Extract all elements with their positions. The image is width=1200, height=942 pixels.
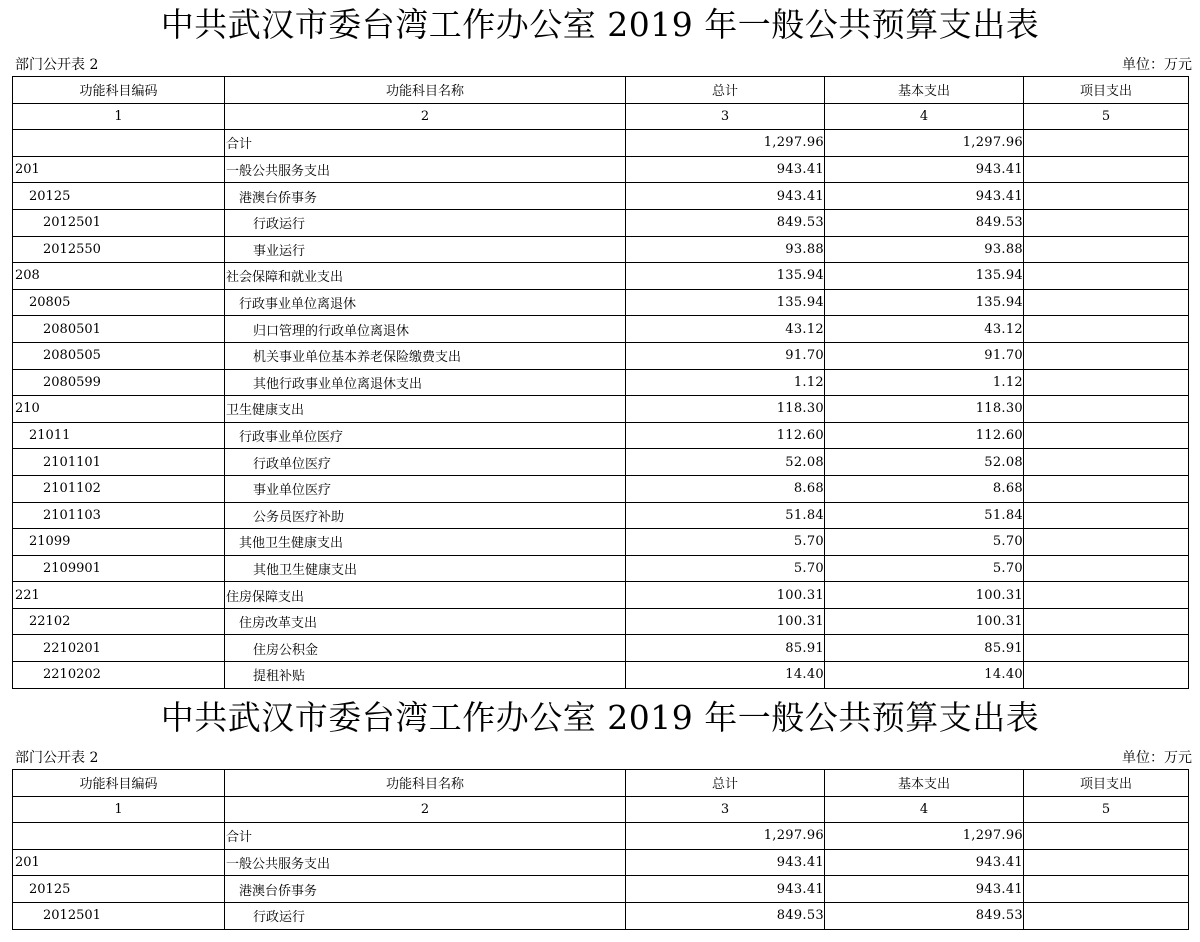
cell-basic: 849.53 <box>825 209 1024 236</box>
cell-project <box>1024 823 1189 850</box>
cell-name: 卫生健康支出 <box>225 396 626 423</box>
cell-name: 社会保障和就业支出 <box>225 263 626 290</box>
cell-basic: 1.12 <box>825 369 1024 396</box>
cell-project <box>1024 608 1189 635</box>
cell-project <box>1024 502 1189 529</box>
cell-total: 849.53 <box>626 902 825 929</box>
table-row <box>13 582 1189 609</box>
table-row <box>13 849 1189 876</box>
unit-label: 单位：万元 <box>1122 57 1192 73</box>
cell-code: 2101103 <box>13 502 225 529</box>
cell-code: 2109901 <box>13 555 225 582</box>
header-name: 功能科目名称 <box>225 770 626 797</box>
cell-name: 行政事业单位离退休 <box>225 289 626 316</box>
table-row <box>13 369 1189 396</box>
cell-code: 2080501 <box>13 316 225 343</box>
cell-basic: 135.94 <box>825 263 1024 290</box>
cell-total: 943.41 <box>626 849 825 876</box>
header-basic: 基本支出 <box>825 77 1024 104</box>
cell-basic: 8.68 <box>825 475 1024 502</box>
cell-code: 201 <box>13 849 225 876</box>
cell-project <box>1024 635 1189 662</box>
table-row <box>13 823 1189 850</box>
cell-basic: 849.53 <box>825 902 1024 929</box>
cell-basic: 91.70 <box>825 342 1024 369</box>
cell-code: 221 <box>13 582 225 609</box>
cell-name: 行政运行 <box>225 209 626 236</box>
cell-project <box>1024 902 1189 929</box>
cell-name: 其他卫生健康支出 <box>225 555 626 582</box>
cell-total: 849.53 <box>626 209 825 236</box>
cell-basic: 135.94 <box>825 289 1024 316</box>
cell-name: 事业运行 <box>225 236 626 263</box>
cell-total: 1,297.96 <box>626 823 825 850</box>
table-row <box>13 342 1189 369</box>
column-number-row <box>13 796 1189 823</box>
cell-code: 21099 <box>13 529 225 556</box>
cell-name: 机关事业单位基本养老保险缴费支出 <box>225 342 626 369</box>
cell-code: 20805 <box>13 289 225 316</box>
cell-project <box>1024 396 1189 423</box>
cell-project <box>1024 449 1189 476</box>
cell-name: 其他行政事业单位离退休支出 <box>225 369 626 396</box>
table-row <box>13 502 1189 529</box>
column-number: 5 <box>1024 103 1189 130</box>
table-row <box>13 396 1189 423</box>
budget-table <box>12 76 1189 689</box>
cell-total: 943.41 <box>626 156 825 183</box>
cell-name: 其他卫生健康支出 <box>225 529 626 556</box>
cell-name: 住房保障支出 <box>225 582 626 609</box>
cell-code: 2210202 <box>13 662 225 689</box>
cell-name: 行政运行 <box>225 902 626 929</box>
table-row <box>13 183 1189 210</box>
cell-project <box>1024 876 1189 903</box>
cell-code: 2012501 <box>13 209 225 236</box>
cell-project <box>1024 183 1189 210</box>
cell-name: 一般公共服务支出 <box>225 156 626 183</box>
column-number: 3 <box>626 103 825 130</box>
cell-name: 一般公共服务支出 <box>225 849 626 876</box>
table-row <box>13 422 1189 449</box>
cell-project <box>1024 529 1189 556</box>
cell-total: 8.68 <box>626 475 825 502</box>
unit-label: 单位：万元 <box>1122 750 1192 766</box>
cell-code: 20125 <box>13 183 225 210</box>
cell-code: 208 <box>13 263 225 290</box>
column-number: 2 <box>225 796 626 823</box>
table-row <box>13 130 1189 157</box>
cell-basic: 943.41 <box>825 876 1024 903</box>
cell-basic: 1,297.96 <box>825 823 1024 850</box>
cell-code: 20125 <box>13 876 225 903</box>
cell-project <box>1024 209 1189 236</box>
table-row <box>13 475 1189 502</box>
cell-total: 93.88 <box>626 236 825 263</box>
cell-code: 201 <box>13 156 225 183</box>
document-title: 中共武汉市委台湾工作办公室 2019 年一般公共预算支出表 <box>160 5 1040 44</box>
document-title: 中共武汉市委台湾工作办公室 2019 年一般公共预算支出表 <box>160 698 1040 737</box>
column-header-row <box>13 77 1189 104</box>
table-row <box>13 316 1189 343</box>
cell-basic: 943.41 <box>825 183 1024 210</box>
form-label: 部门公开表 2 <box>15 750 99 766</box>
cell-code: 2101102 <box>13 475 225 502</box>
table-row <box>13 263 1189 290</box>
column-number: 4 <box>825 796 1024 823</box>
column-number: 3 <box>626 796 825 823</box>
cell-total: 1,297.96 <box>626 130 825 157</box>
table-row <box>13 209 1189 236</box>
cell-total: 43.12 <box>626 316 825 343</box>
cell-name: 合计 <box>225 130 626 157</box>
cell-basic: 1,297.96 <box>825 130 1024 157</box>
cell-code: 210 <box>13 396 225 423</box>
cell-basic: 52.08 <box>825 449 1024 476</box>
cell-basic: 943.41 <box>825 849 1024 876</box>
cell-basic: 5.70 <box>825 555 1024 582</box>
cell-basic: 14.40 <box>825 662 1024 689</box>
table-row <box>13 902 1189 929</box>
table-row <box>13 289 1189 316</box>
cell-project <box>1024 475 1189 502</box>
cell-name: 公务员医疗补助 <box>225 502 626 529</box>
cell-total: 100.31 <box>626 608 825 635</box>
cell-total: 943.41 <box>626 183 825 210</box>
cell-total: 135.94 <box>626 263 825 290</box>
column-number: 2 <box>225 103 626 130</box>
cell-code: 2080505 <box>13 342 225 369</box>
budget-table <box>12 769 1189 930</box>
table-row <box>13 449 1189 476</box>
table-row <box>13 608 1189 635</box>
column-number: 1 <box>13 103 225 130</box>
table-meta-row <box>0 743 1200 769</box>
table-row <box>13 236 1189 263</box>
cell-name: 合计 <box>225 823 626 850</box>
cell-name: 提租补贴 <box>225 662 626 689</box>
table-row <box>13 876 1189 903</box>
cell-project <box>1024 316 1189 343</box>
cell-project <box>1024 263 1189 290</box>
cell-project <box>1024 422 1189 449</box>
column-number: 1 <box>13 796 225 823</box>
cell-total: 943.41 <box>626 876 825 903</box>
cell-code: 22102 <box>13 608 225 635</box>
table-row <box>13 555 1189 582</box>
cell-basic: 100.31 <box>825 608 1024 635</box>
cell-name: 行政事业单位医疗 <box>225 422 626 449</box>
cell-total: 91.70 <box>626 342 825 369</box>
form-label: 部门公开表 2 <box>15 57 99 73</box>
cell-project <box>1024 662 1189 689</box>
cell-code <box>13 823 225 850</box>
cell-name: 行政单位医疗 <box>225 449 626 476</box>
cell-project <box>1024 555 1189 582</box>
cell-total: 5.70 <box>626 555 825 582</box>
header-total: 总计 <box>626 77 825 104</box>
cell-code: 21011 <box>13 422 225 449</box>
table-row <box>13 662 1189 689</box>
cell-basic: 112.60 <box>825 422 1024 449</box>
cell-code: 2012501 <box>13 902 225 929</box>
cell-basic: 100.31 <box>825 582 1024 609</box>
cell-name: 住房改革支出 <box>225 608 626 635</box>
cell-basic: 5.70 <box>825 529 1024 556</box>
cell-name: 住房公积金 <box>225 635 626 662</box>
budget-sheet-repeat <box>0 693 1200 926</box>
header-code: 功能科目编码 <box>13 770 225 797</box>
header-name: 功能科目名称 <box>225 77 626 104</box>
cell-code: 2101101 <box>13 449 225 476</box>
cell-total: 100.31 <box>626 582 825 609</box>
cell-project <box>1024 289 1189 316</box>
header-project: 项目支出 <box>1024 77 1189 104</box>
cell-name: 归口管理的行政单位离退休 <box>225 316 626 343</box>
cell-total: 14.40 <box>626 662 825 689</box>
cell-project <box>1024 369 1189 396</box>
cell-total: 51.84 <box>626 502 825 529</box>
header-project: 项目支出 <box>1024 770 1189 797</box>
cell-basic: 943.41 <box>825 156 1024 183</box>
cell-project <box>1024 342 1189 369</box>
header-basic: 基本支出 <box>825 770 1024 797</box>
cell-name: 事业单位医疗 <box>225 475 626 502</box>
cell-code: 2210201 <box>13 635 225 662</box>
cell-project <box>1024 849 1189 876</box>
cell-total: 52.08 <box>626 449 825 476</box>
cell-project <box>1024 582 1189 609</box>
cell-total: 85.91 <box>626 635 825 662</box>
cell-code <box>13 130 225 157</box>
table-meta-row <box>0 50 1200 76</box>
table-row <box>13 635 1189 662</box>
cell-project <box>1024 236 1189 263</box>
cell-basic: 93.88 <box>825 236 1024 263</box>
cell-name: 港澳台侨事务 <box>225 876 626 903</box>
cell-total: 112.60 <box>626 422 825 449</box>
cell-code: 2080599 <box>13 369 225 396</box>
header-code: 功能科目编码 <box>13 77 225 104</box>
cell-total: 1.12 <box>626 369 825 396</box>
table-row <box>13 529 1189 556</box>
column-number: 4 <box>825 103 1024 130</box>
cell-basic: 118.30 <box>825 396 1024 423</box>
table-row <box>13 156 1189 183</box>
cell-total: 118.30 <box>626 396 825 423</box>
cell-name: 港澳台侨事务 <box>225 183 626 210</box>
cell-code: 2012550 <box>13 236 225 263</box>
column-number: 5 <box>1024 796 1189 823</box>
cell-basic: 43.12 <box>825 316 1024 343</box>
cell-project <box>1024 130 1189 157</box>
cell-basic: 51.84 <box>825 502 1024 529</box>
cell-project <box>1024 156 1189 183</box>
column-header-row <box>13 770 1189 797</box>
cell-total: 135.94 <box>626 289 825 316</box>
column-number-row <box>13 103 1189 130</box>
cell-total: 5.70 <box>626 529 825 556</box>
header-total: 总计 <box>626 770 825 797</box>
cell-basic: 85.91 <box>825 635 1024 662</box>
